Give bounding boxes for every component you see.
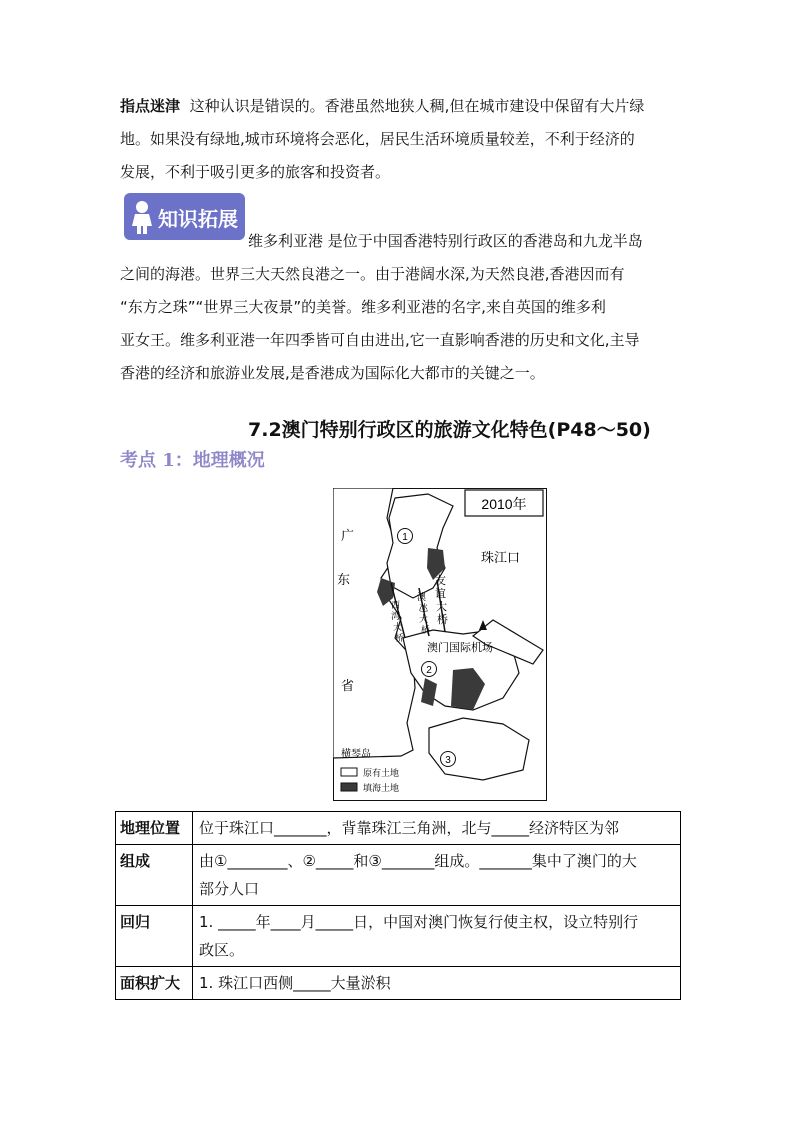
section-title: 7.2澳门特别行政区的旅游文化特色(P48～50) xyxy=(248,419,651,441)
geo-overview-table xyxy=(115,811,681,1000)
bridge-2-char-1: 澳 xyxy=(417,593,427,603)
bridge-1-char-4: 桥 xyxy=(395,634,405,644)
province-char-2: 东 xyxy=(337,573,351,588)
airport-label: 澳门国际机场 xyxy=(427,641,493,654)
table-head-cell: 回归 xyxy=(116,906,193,967)
bridge-2-char-3: 大 xyxy=(419,615,429,625)
bridge-2-char-2: 氹 xyxy=(419,604,429,614)
tip-label: 指点迷津 xyxy=(120,97,181,115)
cell-line: 位于珠江口_______，背靠珠江三角洲，北与_____经济特区为邻 xyxy=(199,819,620,837)
kaodian-heading: 考点 1：地理概况 xyxy=(120,450,265,471)
table-body-cell xyxy=(193,967,681,1000)
bridge-3-char-4: 桥 xyxy=(437,613,448,626)
badge-label: 知识拓展 xyxy=(158,207,238,231)
tip-paragraph xyxy=(120,90,682,189)
circle-number-2: 2 xyxy=(426,665,432,676)
bridge-1-char-2: 湾 xyxy=(391,612,401,622)
bridge-1-char-1: 西 xyxy=(391,601,401,611)
cell-line: 1. 珠江口西侧_____大量淤积 xyxy=(199,974,391,992)
province-char-3: 省 xyxy=(341,679,355,694)
table-row xyxy=(116,967,681,1000)
hengqin-label: 横琴岛 xyxy=(341,749,371,760)
knowledge-paragraph xyxy=(120,225,682,390)
bridge-3-char-2: 谊 xyxy=(435,587,446,600)
knowledge-line-3: “东方之珠”“世界三大夜景”的美誉。维多利亚港的名字,来自英国的维多利 xyxy=(120,298,606,316)
table-row xyxy=(116,812,681,845)
province-char-1: 广 xyxy=(341,529,355,544)
knowledge-line-4: 亚女王。维多利亚港一年四季皆可自由进出,它一直影响香港的历史和文化,主导 xyxy=(120,331,640,349)
table-row xyxy=(116,845,681,906)
legend-reclaimed-swatch xyxy=(341,783,357,791)
table-body-cell xyxy=(193,845,681,906)
sea-label: 珠江口 xyxy=(481,550,521,565)
cell-line: 1. _____年____月_____日，中国对澳门恢复行使主权，设立特别行 xyxy=(199,913,639,931)
table-body-cell xyxy=(193,906,681,967)
table-row xyxy=(116,906,681,967)
legend-original-label: 原有土地 xyxy=(363,769,400,779)
bridge-3-char-3: 大 xyxy=(436,600,447,613)
knowledge-line-1: 维多利亚港 是位于中国香港特别行政区的香港岛和九龙半岛 xyxy=(248,232,643,250)
circle-number-3: 3 xyxy=(445,755,451,766)
macau-map xyxy=(333,488,547,801)
bridge-1-char-3: 大 xyxy=(393,623,403,633)
bridge-3-char-1: 友 xyxy=(435,574,446,587)
tip-line-3: 发展，不利于吸引更多的旅客和投资者。 xyxy=(120,163,391,181)
table-head-cell: 地理位置 xyxy=(116,812,193,845)
table-body-cell xyxy=(193,812,681,845)
cell-line: 由①________、②_____和③_______组成。_______集中了澳门的大 xyxy=(199,852,637,870)
tip-line-2: 地。如果没有绿地,城市环境将会恶化，居民生活环境质量较差，不利于经济的 xyxy=(120,130,635,148)
tip-line-1: 指点迷津 这种认识是错误的。香港虽然地狭人稠,但在城市建设中保留有大片绿 xyxy=(120,97,645,115)
table-head-cell: 组成 xyxy=(116,845,193,906)
knowledge-line-5: 香港的经济和旅游业发展,是香港成为国际化大都市的关键之一。 xyxy=(120,364,545,382)
cell-line: 部分人口 xyxy=(199,880,260,898)
table-head-cell: 面积扩大 xyxy=(116,967,193,1000)
knowledge-line-2: 之间的海港。世界三大天然良港之一。由于港阔水深,为天然良港,香港因而有 xyxy=(120,265,625,283)
legend-original-swatch xyxy=(341,768,357,776)
bridge-2-char-4: 桥 xyxy=(421,626,431,636)
legend-reclaimed-label: 填海土地 xyxy=(363,784,400,794)
map-year: 2010年 xyxy=(481,496,527,512)
cell-line: 政区。 xyxy=(199,941,245,959)
circle-number-1: 1 xyxy=(402,532,408,543)
